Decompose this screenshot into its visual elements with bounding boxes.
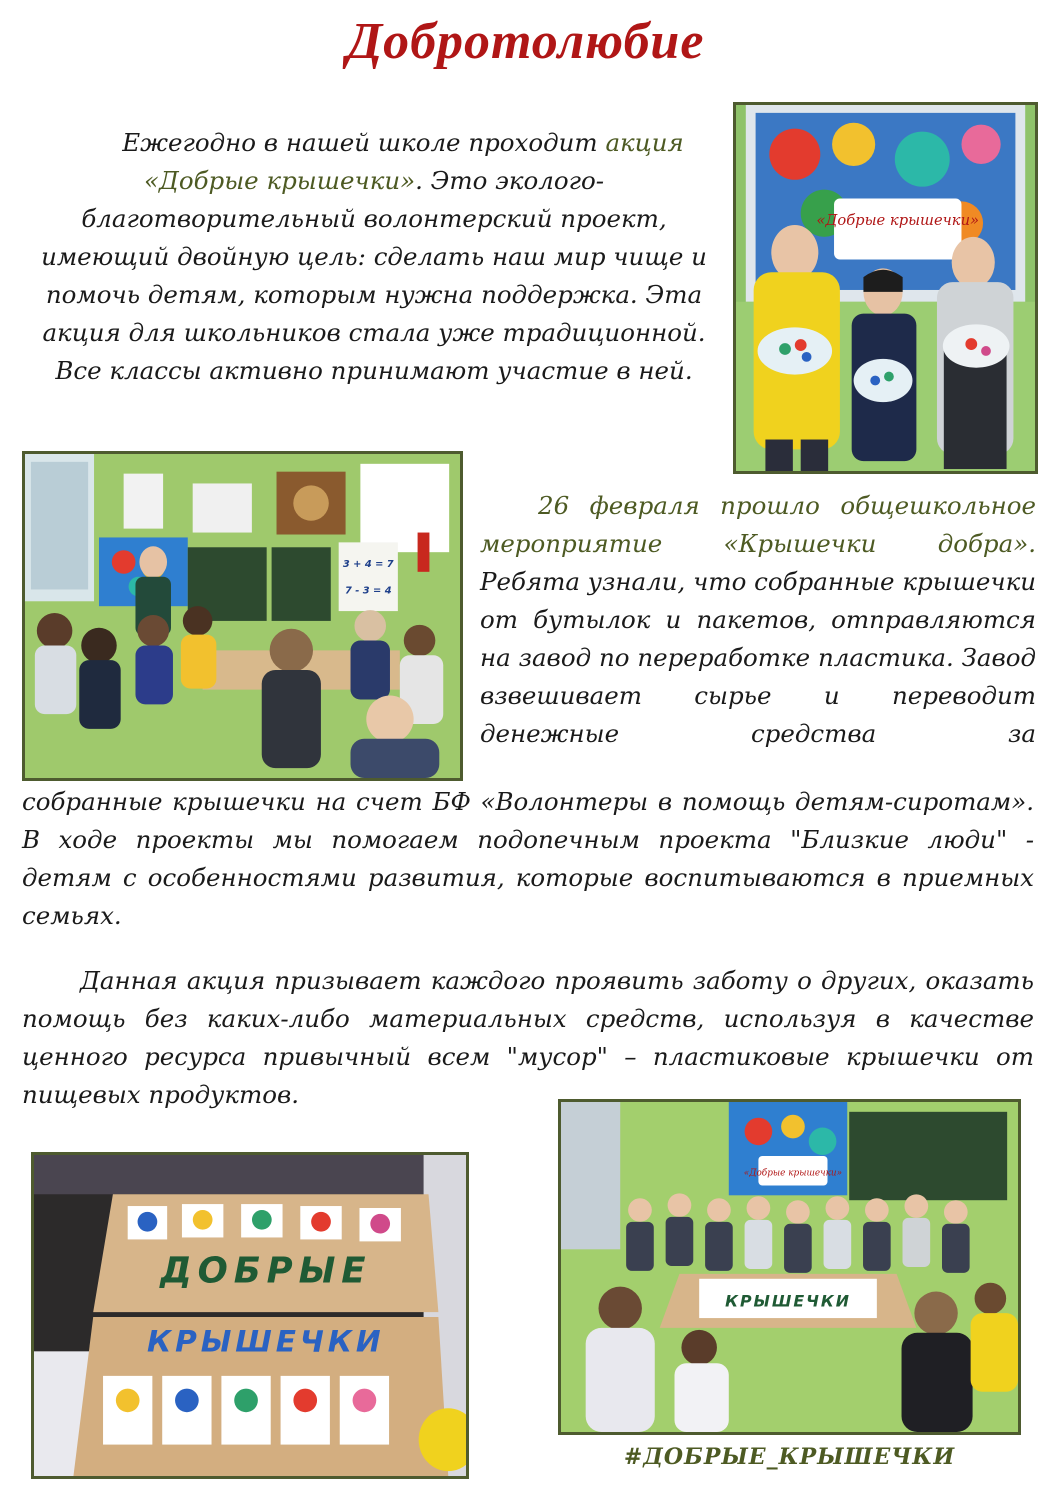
intro-rest: . Это эколого-благотворительный волонтерский проект, имеющий двойную цель: сделать наш мир чище и помочь детям, которым нужна поддержка. Эта акция для школьников стала уже традиционной. Все классы активно принимают участие в ней.: [41, 166, 707, 385]
photo4-sign-text: «Добрые крышечки»: [743, 1168, 843, 1179]
intro-paragraph: [30, 124, 718, 390]
event-right-text: Ребята узнали, что собранные крышечки от бутылок и пакетов, отправляются на завод по переработке пластика. Завод взвешивает сырье и переводит денежные средства за: [480, 567, 1036, 748]
intro-lead: Ежегодно в нашей школе проходит: [122, 128, 606, 157]
event-highlight: 26 февраля прошло общешкольное мероприятие «Крышечки добра».: [480, 491, 1036, 558]
photo3-caps-word2: КРЫШЕЧКИ: [146, 1324, 385, 1359]
photo-group: [558, 1099, 1021, 1435]
photo2-board-line1: 3 + 4 = 7: [342, 558, 394, 570]
photo-children-with-caps: [733, 102, 1038, 474]
intro-highlight: акция «Добрые крышечки»: [143, 128, 684, 195]
closing-paragraph: [22, 962, 1034, 1114]
page-title: Добротолюбие: [346, 13, 705, 70]
photo-classroom-event: [22, 451, 463, 781]
photo4-caps-word: КРЫШЕЧКИ: [725, 1291, 851, 1311]
event-paragraph-bottom: собранные крышечки на счет БФ «Волонтеры в помощь детям-сиротам». В ходе проекты мы помогаем подопечным проекта "Близкие люди" - детям с особенностями развития, которые воспитываются в приемных семьях.: [22, 787, 1034, 930]
photo-caps-on-desks: [31, 1152, 469, 1479]
photo3-caps-word1: ДОБРЫЕ: [160, 1250, 372, 1292]
event-paragraph-top: [480, 487, 1036, 753]
hashtag: #ДОБРЫЕ_КРЫШЕЧКИ: [623, 1444, 956, 1470]
photo1-sign-text: «Добрые крышечки»: [816, 212, 980, 230]
closing-text: Данная акция призывает каждого проявить заботу о других, оказать помощь без каких-либо материальных средств, используя в качестве ценного ресурса привычный всем "мусор" – пластиковые крышечки от пищевых продуктов.: [22, 966, 1034, 1109]
photo2-board-line2: 7 - 3 = 4: [344, 585, 392, 597]
